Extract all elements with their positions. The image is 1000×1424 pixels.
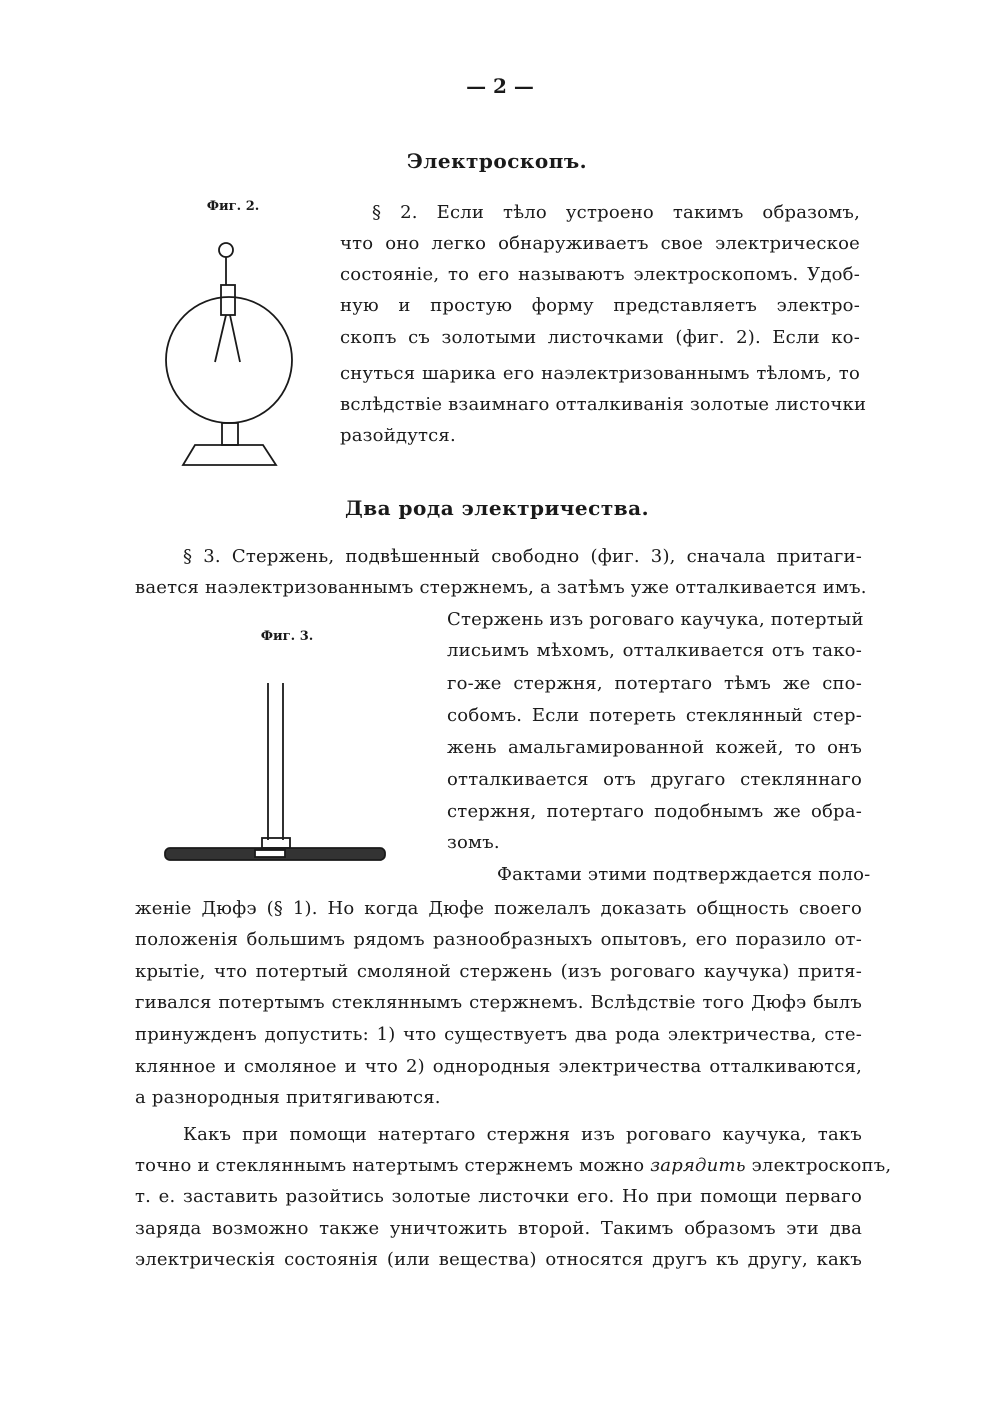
section3-column-line: отталкивается отъ другаго стекляннаго [447, 769, 862, 790]
dufay-paragraph-line: крытіе, что потертый смоляной стержень (изъ роговаго каучука) притя- [135, 961, 862, 982]
dufay-paragraph-line: клянное и смоляное и что 2) однородныя электричества отталкиваются, [135, 1056, 862, 1077]
emphasis: зарядить [650, 1155, 746, 1176]
dufay-paragraph-line: а разнородныя притягиваются. [135, 1087, 441, 1108]
electroscope-paragraph-line: вслѣдствіе взаимнаго отталкиванія золотые листочки [340, 394, 867, 415]
electroscope-paragraph-line: разойдутся. [340, 425, 456, 446]
section3-column-line: лисьимъ мѣхомъ, отталкивается отъ тако- [447, 640, 862, 661]
electroscope-paragraph-line: скопъ съ золотыми листочками (фиг. 2). Если ко- [340, 327, 860, 348]
electroscope-paragraph-line: § 2. Если тѣло устроено такимъ образомъ, [372, 202, 860, 223]
section3-column-line: собомъ. Если потереть стеклянный стер- [447, 705, 862, 726]
charging-paragraph-line: электрическія состоянія (или вещества) относятся другъ къ другу, какъ [135, 1249, 862, 1270]
section3-column-line: жень амальгамированной кожей, то онъ [447, 737, 862, 758]
figure-3-label: Фиг. 3. [260, 629, 314, 644]
electroscope-paragraph-line: состояніе, то его называютъ электроскопомъ. Удоб- [340, 264, 860, 285]
section3-column-line: Стержень изъ роговаго каучука, потертый [447, 609, 864, 630]
section-title-two-kinds: Два рода электричества. [344, 496, 650, 520]
figure-3-suspended-rod [165, 683, 385, 860]
section3-column-line: зомъ. [447, 832, 500, 853]
charging-paragraph-line: заряда возможно также уничтожить второй. Такимъ образомъ эти два [135, 1218, 862, 1239]
charging-paragraph-line: точно и стекляннымъ натертымъ стержнемъ можно зарядить электроскопъ, [135, 1155, 892, 1176]
section3-column-line: го-же стержня, потертаго тѣмъ же спо- [447, 673, 862, 694]
dufay-paragraph-line: принужденъ допустить: 1) что существуетъ два рода электричества, сте- [135, 1024, 862, 1045]
dufay-paragraph-line: Фактами этими подтверждается поло- [497, 864, 871, 885]
dufay-paragraph-line: гивался потертымъ стекляннымъ стержнемъ. Вслѣдствіе того Дюфэ былъ [135, 992, 862, 1013]
figure-2-electroscope [166, 243, 292, 465]
charging-paragraph-line: т. е. заставить разойтись золотые листочки его. Но при помощи перваго [135, 1186, 862, 1207]
electroscope-paragraph-line: ную и простую форму представляетъ электро- [340, 295, 860, 316]
charging-paragraph-line: Какъ при помощи натертаго стержня изъ роговаго каучука, такъ [183, 1124, 862, 1145]
dufay-paragraph-line: положенія большимъ рядомъ разнообразныхъ опытовъ, его поразило от- [135, 929, 862, 950]
electroscope-paragraph-line: что оно легко обнаруживаетъ свое электрическое [340, 233, 860, 254]
page-number: — 2 — [466, 74, 534, 98]
section3-intro-line: вается наэлектризованнымъ стержнемъ, а затѣмъ уже отталкивается имъ. [135, 577, 867, 598]
section3-intro-line: § 3. Стержень, подвѣшенный свободно (фиг. 3), сначала притаги- [183, 546, 862, 567]
figure-2-label: Фиг. 2. [206, 199, 260, 214]
dufay-paragraph-line: женіе Дюфэ (§ 1). Но когда Дюфе пожелалъ доказать общность своего [135, 898, 862, 919]
electroscope-paragraph-line: снуться шарика его наэлектризованнымъ тѣломъ, то [340, 363, 860, 384]
section3-column-line: стержня, потертаго подобнымъ же обра- [447, 801, 862, 822]
section-title-electroscope: Электроскопъ. [406, 149, 588, 173]
